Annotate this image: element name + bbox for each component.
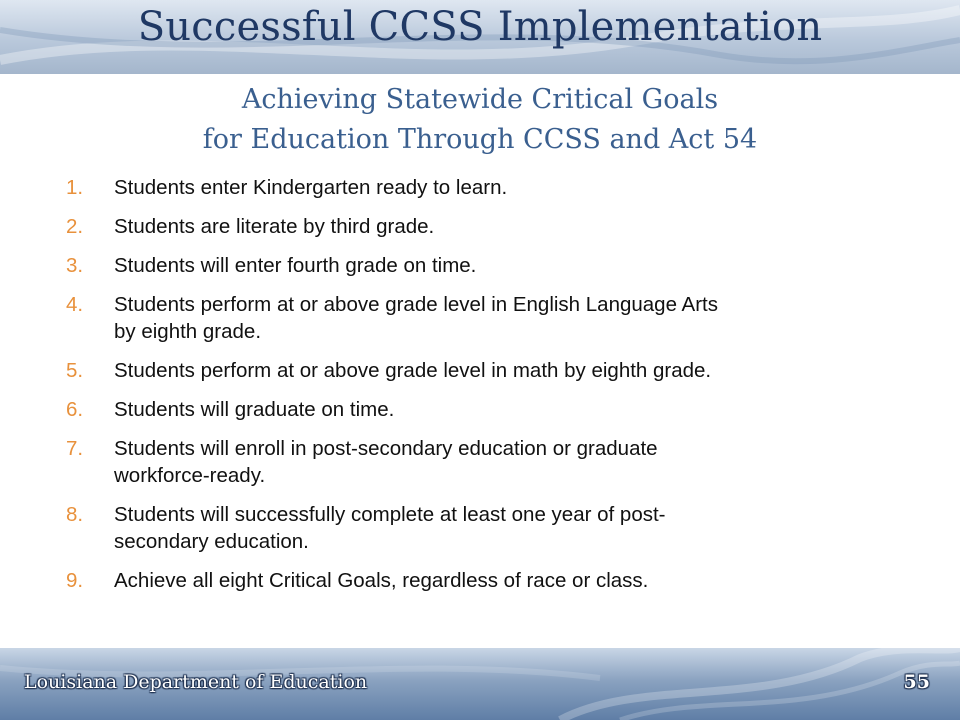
list-number: 8. xyxy=(66,503,84,526)
list-number: 7. xyxy=(66,437,84,460)
page-number: 55 xyxy=(903,671,930,693)
list-text: Students perform at or above grade level in English Language Arts by eighth grade. xyxy=(114,293,718,343)
list-text: Students enter Kindergarten ready to learn. xyxy=(114,176,508,199)
list-number: 5. xyxy=(66,359,84,382)
list-text: Achieve all eight Critical Goals, regardless of race or class. xyxy=(114,569,649,592)
list-item xyxy=(66,174,916,201)
list-text: Students are literate by third grade. xyxy=(114,215,435,238)
list-text: Students will enroll in post-secondary education or graduate workforce-ready. xyxy=(114,437,658,487)
critical-goals-list xyxy=(66,174,916,606)
list-number: 4. xyxy=(66,293,84,316)
slide-title: Successful CCSS Implementation xyxy=(137,4,823,50)
list-item xyxy=(66,567,916,594)
organization-name: Louisiana Department of Education xyxy=(24,671,368,693)
list-text: Students perform at or above grade level in math by eighth grade. xyxy=(114,359,712,382)
list-number: 9. xyxy=(66,569,84,592)
list-text: Students will successfully complete at least one year of post- secondary education. xyxy=(114,503,666,553)
list-item xyxy=(66,252,916,279)
list-text: Students will graduate on time. xyxy=(114,398,395,421)
list-item xyxy=(66,396,916,423)
list-item xyxy=(66,501,916,555)
list-item xyxy=(66,357,916,384)
subtitle-line-2: for Education Through CCSS and Act 54 xyxy=(202,124,758,155)
list-item xyxy=(66,435,916,489)
list-item xyxy=(66,291,916,345)
subtitle-line-1: Achieving Statewide Critical Goals xyxy=(241,84,719,115)
footer-bar xyxy=(0,648,960,720)
list-number: 3. xyxy=(66,254,84,277)
list-number: 1. xyxy=(66,176,84,199)
list-item xyxy=(66,213,916,240)
list-number: 2. xyxy=(66,215,84,238)
list-number: 6. xyxy=(66,398,84,421)
list-text: Students will enter fourth grade on time. xyxy=(114,254,477,277)
title-bar xyxy=(0,0,960,74)
